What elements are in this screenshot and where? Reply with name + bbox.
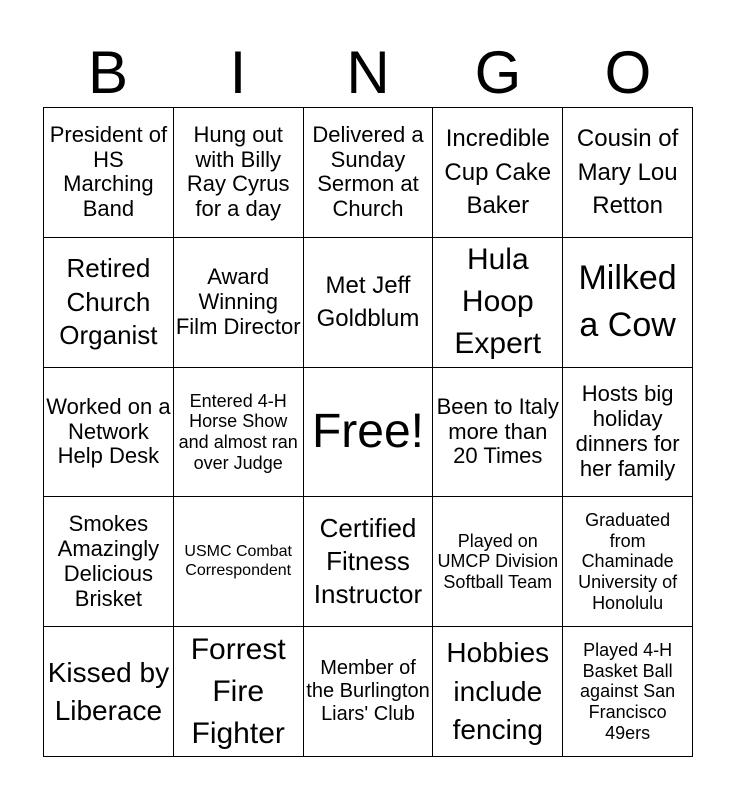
bingo-cell: Award Winning Film Director: [174, 238, 304, 368]
bingo-cell: Hobbies include fencing: [433, 627, 563, 757]
bingo-cell: Graduated from Chaminade University of Honolulu: [563, 497, 693, 627]
bingo-cell: Played 4-H Basket Ball against San Francisco 49ers: [563, 627, 693, 757]
bingo-cell: Kissed by Liberace: [44, 627, 174, 757]
header-letter-o: O: [604, 39, 652, 106]
bingo-cell: Been to Italy more than 20 Times: [433, 368, 563, 498]
free-space: Free!: [304, 368, 434, 498]
bingo-cell: Entered 4-H Horse Show and almost ran over Judge: [174, 368, 304, 498]
header-letter-b: B: [87, 39, 129, 106]
bingo-cell: Member of the Burlington Liars' Club: [304, 627, 434, 757]
bingo-board: [43, 107, 693, 757]
bingo-cell: Certified Fitness Instructor: [304, 497, 434, 627]
bingo-cell: Retired Church Organist: [44, 238, 174, 368]
bingo-cell: Milked a Cow: [563, 238, 693, 368]
bingo-cell: Cousin of Mary Lou Retton: [563, 108, 693, 238]
header-letter-g: G: [474, 39, 522, 106]
header-letter-i: I: [229, 39, 247, 106]
bingo-cell: Delivered a Sunday Sermon at Church: [304, 108, 434, 238]
bingo-cell: Incredible Cup Cake Baker: [433, 108, 563, 238]
bingo-cell: Met Jeff Goldblum: [304, 238, 434, 368]
bingo-cell: Hula Hoop Expert: [433, 238, 563, 368]
bingo-cell: Hosts big holiday dinners for her family: [563, 368, 693, 498]
bingo-cell: Hung out with Billy Ray Cyrus for a day: [174, 108, 304, 238]
bingo-header: [43, 40, 693, 106]
bingo-cell: President of HS Marching Band: [44, 108, 174, 238]
header-letter-n: N: [346, 39, 390, 106]
bingo-cell: Smokes Amazingly Delicious Brisket: [44, 497, 174, 627]
bingo-cell: Played on UMCP Division Softball Team: [433, 497, 563, 627]
bingo-cell: USMC Combat Correspondent: [174, 497, 304, 627]
bingo-cell: Forrest Fire Fighter: [174, 627, 304, 757]
bingo-cell: Worked on a Network Help Desk: [44, 368, 174, 498]
